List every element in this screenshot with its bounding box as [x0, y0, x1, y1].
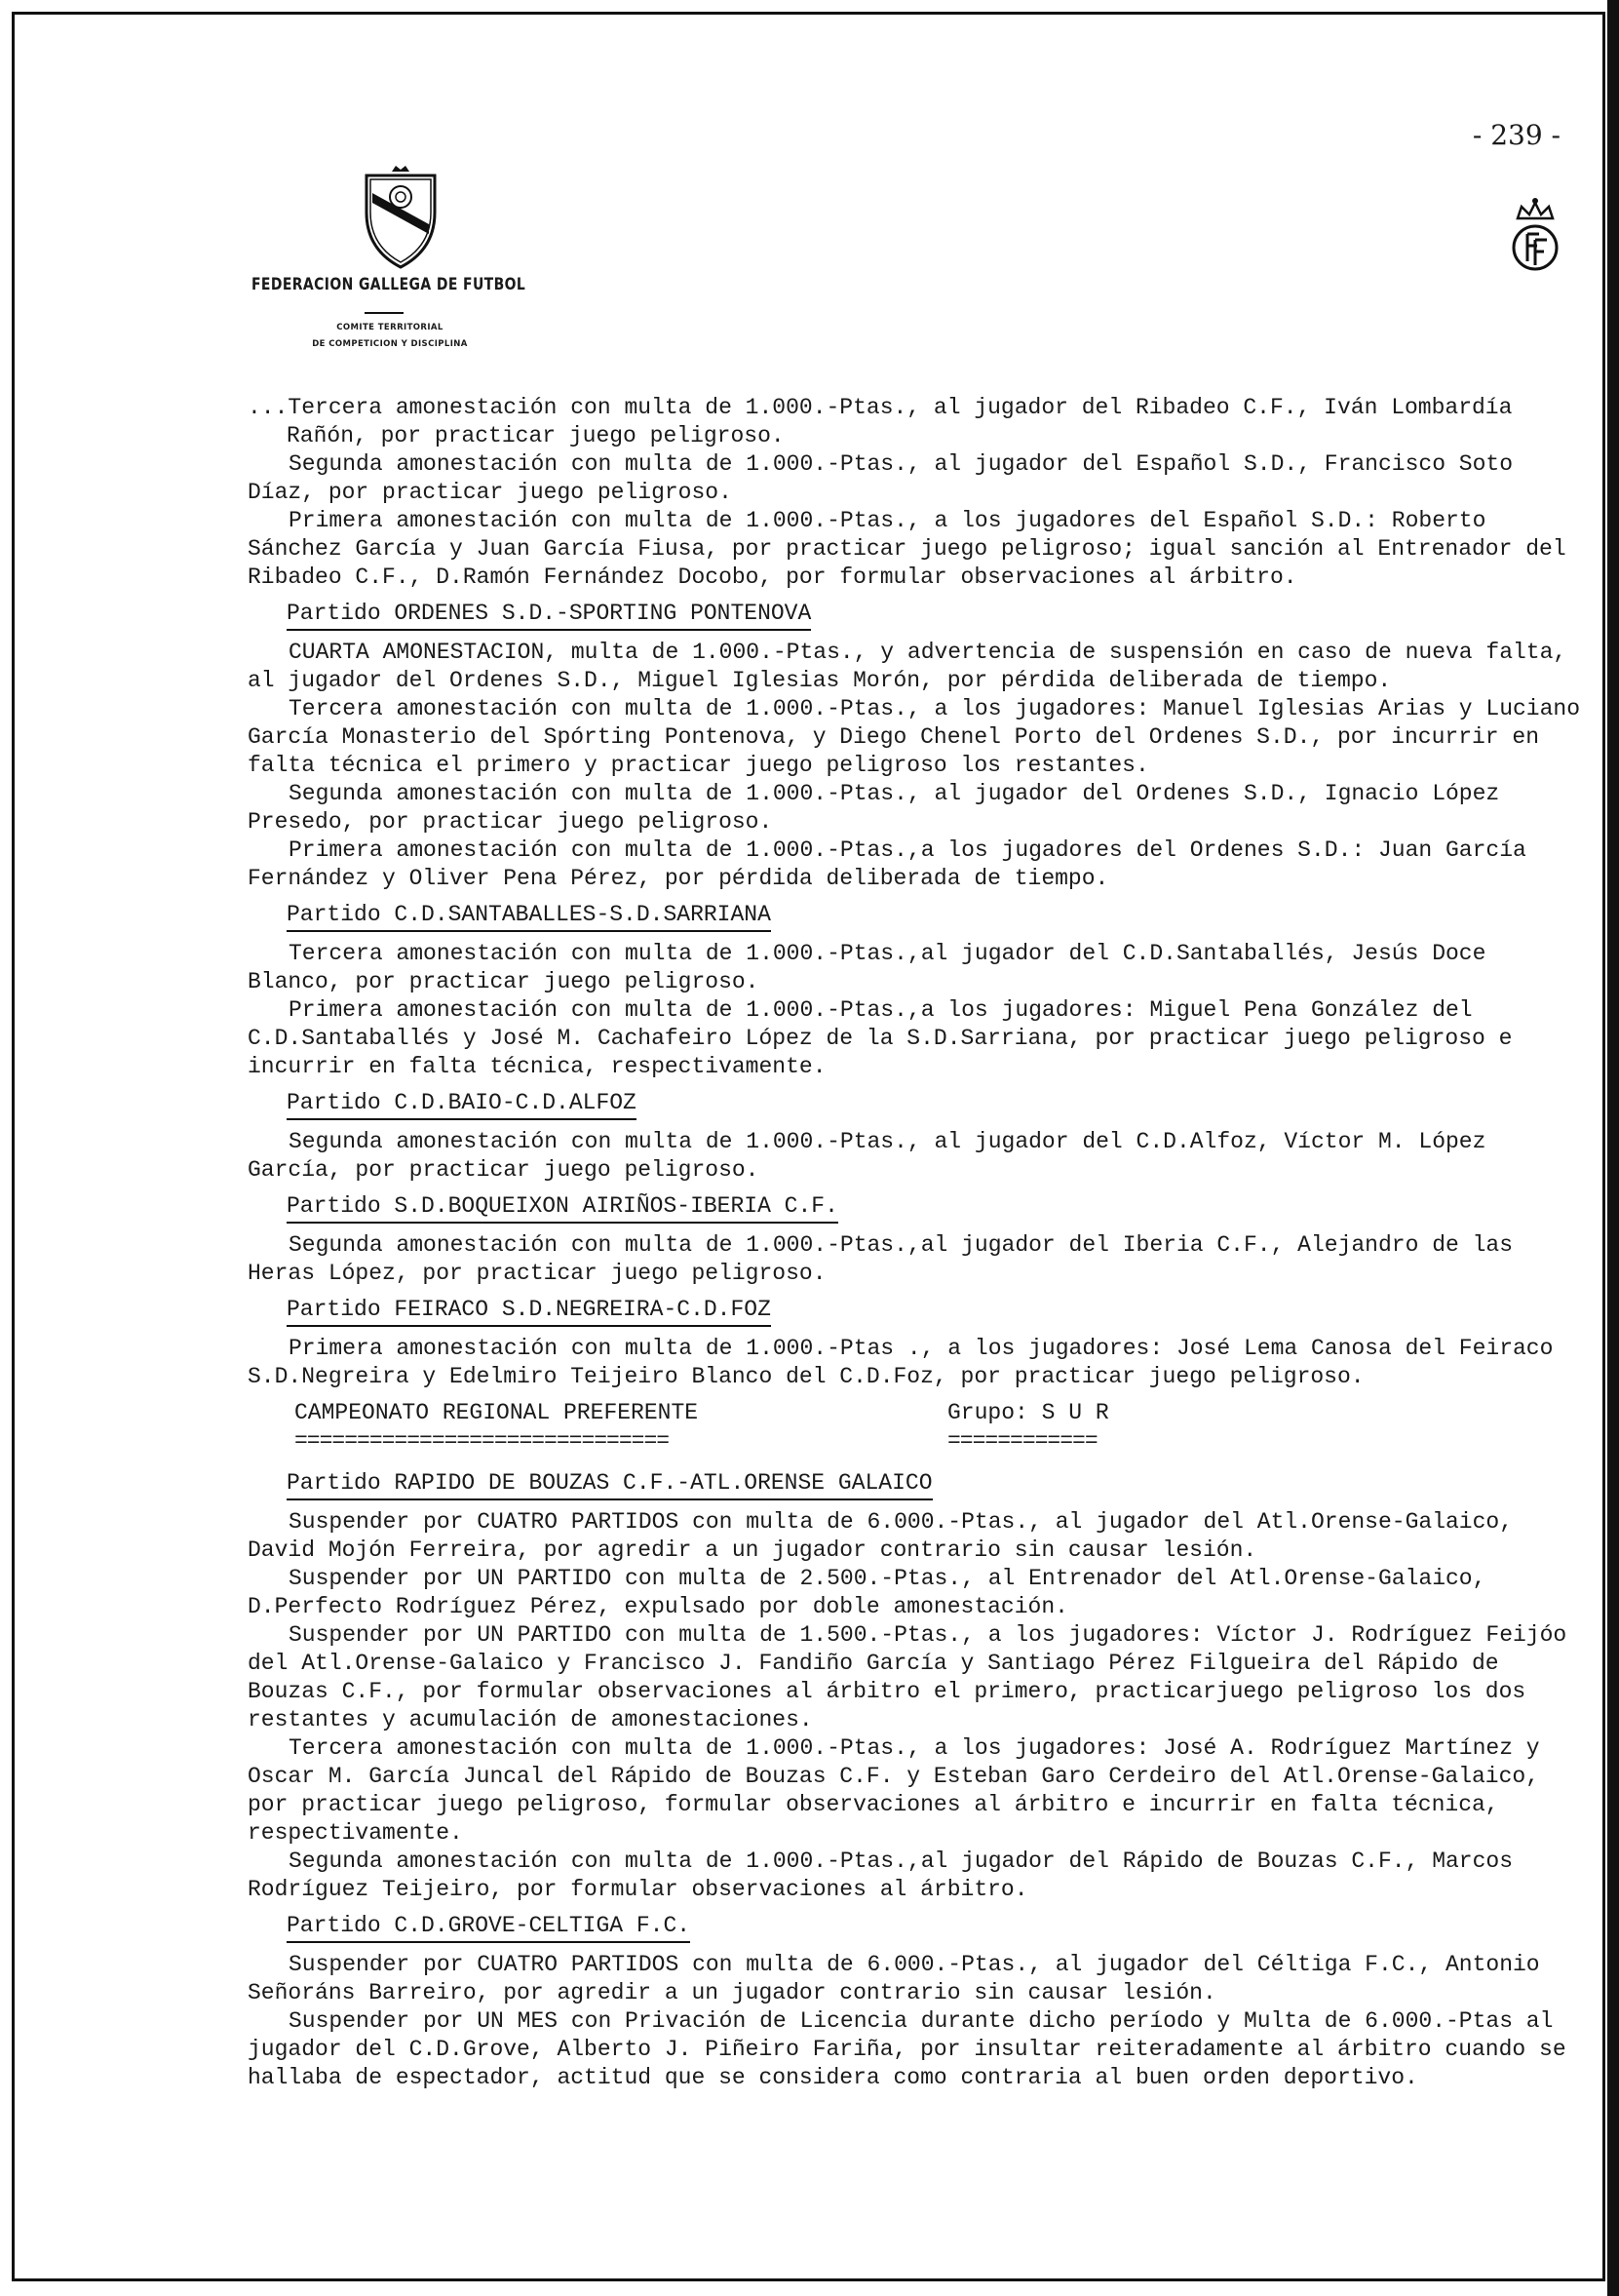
intro-section	[248, 394, 1593, 592]
paragraph: Suspender por CUATRO PARTIDOS con multa de 6.000.-Ptas., al jugador del Atl.Orense-Galaico, David Mojón Ferreira, por agredir a un jugador contrario sin causar lesión.	[248, 1509, 1514, 1563]
shield-crest-icon	[363, 164, 439, 271]
paragraph: Primera amonestación con multa de 1.000.-Ptas.,a los jugadores del Ordenes S.D.: Juan García Fernández y Oliver Pena Pérez, por pérdida deliberada de tiempo.	[248, 837, 1526, 891]
championship-group-rule: ============	[947, 1428, 1098, 1454]
match-section	[248, 940, 1593, 1081]
match-section	[248, 639, 1593, 893]
paragraph: Primera amonestación con multa de 1.000.-Ptas., a los jugadores del Español S.D.: Roberto Sánchez García y Juan García Fiusa, por practicar juego peligroso; igual sanción al Entrenador del Ribadeo C.F., D.Ramón Fernández Docobo, por formular observaciones al árbitro.	[248, 508, 1566, 590]
divider	[365, 312, 404, 314]
committee-line-1: COMITE TERRITORIAL	[336, 323, 443, 332]
paragraph: Segunda amonestación con multa de 1.000.-Ptas.,al jugador del Iberia C.F., Alejandro de las Heras López, por practicar juego peligroso.	[248, 1232, 1514, 1286]
championship-name: CAMPEONATO REGIONAL PREFERENTE	[294, 1400, 699, 1425]
paragraph: Suspender por CUATRO PARTIDOS con multa de 6.000.-Ptas., al jugador del Céltiga F.C., Antonio Señoráns Barreiro, por agredir a un jugador contrario sin causar lesión.	[248, 1952, 1540, 2005]
paragraph: Suspender por UN PARTIDO con multa de 2.500.-Ptas., al Entrenador del Atl.Orense-Galaico, D.Perfecto Rodríguez Pérez, expulsado por doble amonestación.	[248, 1566, 1486, 1619]
championship-group: Grupo: S U R	[947, 1400, 1109, 1425]
match-section	[248, 1335, 1593, 1391]
paragraph: Tercera amonestación con multa de 1.000.-Ptas., a los jugadores: Manuel Iglesias Arias y Luciano García Monasterio del Spórting Pontenova, y Diego Chenel Porto del Ordenes S.D., por incurrir en falta técnica el primero y practicar juego peligroso los restantes.	[248, 696, 1581, 778]
match-heading: Partido C.D.SANTABALLES-S.D.SARRIANA	[287, 901, 771, 932]
championship-name-rule: ==============================	[294, 1428, 670, 1454]
paragraph: Suspender por UN MES con Privación de Licencia durante dicho período y Multa de 6.000.-Ptas al jugador del C.D.Grove, Alberto J. Piñeiro Fariña, por insultar reiteradamente al árbitro cuando se hallaba de espectador, actitud que se considera como contraria al buen orden deportivo.	[248, 2008, 1566, 2090]
match-section	[248, 1128, 1593, 1185]
paragraph: Suspender por UN PARTIDO con multa de 1.500.-Ptas., a los jugadores: Víctor J. Rodríguez Feijóo del Atl.Orense-Galaico y Francisco J. Fandiño García y Santiago Pérez Filgueira del Rápido de Bouzas C.F., por formular observaciones al árbitro el primero, practicarjuego peligroso los dos restantes y acumulación de amonestaciones.	[248, 1622, 1567, 1732]
paragraph: Primera amonestación con multa de 1.000.-Ptas ., a los jugadores: José Lema Canosa del Feiraco S.D.Negreira y Edelmiro Teijeiro Blanco del C.D.Foz, por practicar juego peligroso.	[248, 1336, 1554, 1389]
championship-header	[294, 1399, 1593, 1427]
match-heading: Partido C.D.GROVE-CELTIGA F.C.	[287, 1912, 690, 1943]
match-heading: Partido FEIRACO S.D.NEGREIRA-C.D.FOZ	[287, 1296, 771, 1327]
match-heading: Partido ORDENES S.D.-SPORTING PONTENOVA	[287, 600, 811, 631]
page-number: - 239 -	[1472, 119, 1561, 151]
paragraph: CUARTA AMONESTACION, multa de 1.000.-Ptas., y advertencia de suspensión en caso de nueva falta, al jugador del Ordenes S.D., Miguel Iglesias Morón, por pérdida deliberada de tiempo.	[248, 640, 1567, 693]
paragraph: Tercera amonestación con multa de 1.000.-Ptas., a los jugadores: José A. Rodríguez Martínez y Oscar M. García Juncal del Rápido de Bouzas C.F. y Esteban Garo Cerdeiro del Atl.Orense-Galaico, por practicar juego peligroso, formular observaciones al árbitro e incurrir en falta técnica, respectivamente.	[248, 1735, 1540, 1846]
paragraph: Segunda amonestación con multa de 1.000.-Ptas., al jugador del C.D.Alfoz, Víctor M. López García, por practicar juego peligroso.	[248, 1129, 1486, 1183]
paragraph: Primera amonestación con multa de 1.000.-Ptas.,a los jugadores: Miguel Pena González del C.D.Santaballés y José M. Cachafeiro López de la S.D.Sarriana, por practicar juego peligroso e incurrir en falta técnica, respectivamente.	[248, 997, 1513, 1079]
match-section	[248, 1508, 1593, 1904]
paragraph: Tercera amonestación con multa de 1.000.-Ptas.,al jugador del C.D.Santaballés, Jesús Doce Blanco, por practicar juego peligroso.	[248, 941, 1486, 994]
scan-edge	[1607, 0, 1619, 2296]
crowned-rfef-emblem-icon	[1510, 189, 1561, 279]
paragraph: Segunda amonestación con multa de 1.000.-Ptas.,al jugador del Rápido de Bouzas C.F., Marcos Rodríguez Teijeiro, por formular observaciones al árbitro.	[248, 1848, 1514, 1902]
document-body	[248, 394, 1593, 2094]
committee-name	[244, 320, 536, 353]
paragraph: ...Tercera amonestación con multa de 1.000.-Ptas., al jugador del Ribadeo C.F., Iván Lombardía Rañón, por practicar juego peligroso.	[248, 395, 1513, 448]
paragraph: Segunda amonestación con multa de 1.000.-Ptas., al jugador del Ordenes S.D., Ignacio López Presedo, por practicar juego peligroso.	[248, 781, 1500, 835]
match-section	[248, 1231, 1593, 1288]
match-section	[248, 1951, 1593, 2092]
match-heading: Partido C.D.BAIO-C.D.ALFOZ	[287, 1089, 636, 1120]
committee-line-2: DE COMPETICION Y DISCIPLINA	[312, 339, 468, 349]
championship-underline	[294, 1427, 1593, 1456]
match-heading: Partido RAPIDO DE BOUZAS C.F.-ATL.ORENSE GALAICO	[287, 1469, 933, 1500]
organization-name: FEDERACION GALLEGA DE FUTBOL	[251, 275, 526, 294]
match-heading: Partido S.D.BOQUEIXON AIRIÑOS-IBERIA C.F.	[287, 1192, 838, 1224]
paragraph: Segunda amonestación con multa de 1.000.-Ptas., al jugador del Español S.D., Francisco Soto Díaz, por practicar juego peligroso.	[248, 451, 1514, 505]
